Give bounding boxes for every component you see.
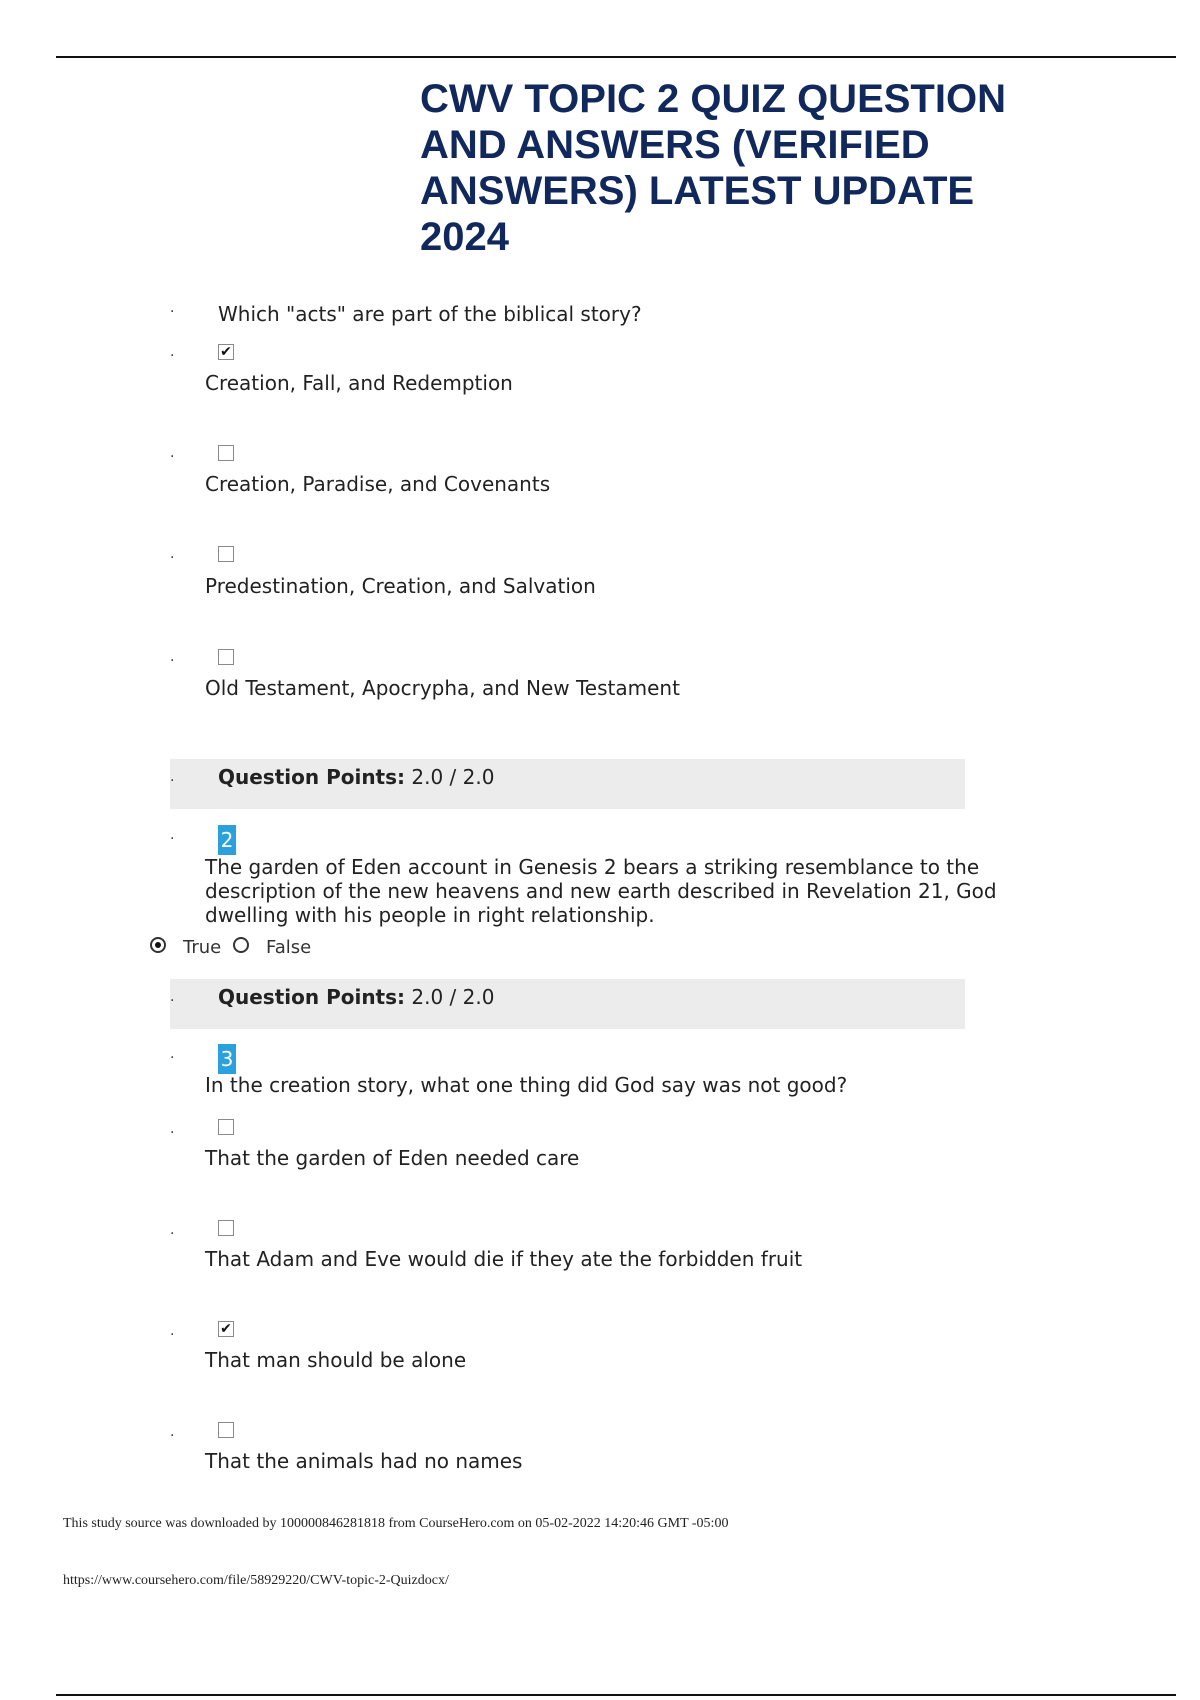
points-label: Question Points: <box>218 765 406 789</box>
question-points-bar <box>170 759 965 809</box>
option-checkbox-checked[interactable]: ✔ <box>218 1321 234 1337</box>
source-url[interactable]: https://www.coursehero.com/file/58929220/CWV-topic-2-Quizdocx/ <box>63 1573 449 1588</box>
bullet: · <box>170 1428 175 1444</box>
option-checkbox[interactable] <box>218 1220 234 1236</box>
question-3-text: In the creation story, what one thing did God say was not good? <box>205 1073 848 1097</box>
bullet: · <box>170 304 175 320</box>
option-label: Old Testament, Apocrypha, and New Testament <box>205 676 680 700</box>
option-label: That the animals had no names <box>205 1449 523 1473</box>
option-label: Predestination, Creation, and Salvation <box>205 574 596 598</box>
false-label: False <box>266 937 312 958</box>
bullet: · <box>170 993 175 1009</box>
option-checkbox[interactable] <box>218 1119 234 1135</box>
bullet: · <box>170 449 175 465</box>
question-1-text: Which "acts" are part of the biblical story? <box>218 302 642 326</box>
option-checkbox[interactable] <box>218 649 234 665</box>
bottom-rule <box>56 1694 1176 1696</box>
option-label: Creation, Paradise, and Covenants <box>205 472 551 496</box>
bullet: · <box>170 653 175 669</box>
question-2-text: The garden of Eden account in Genesis 2 bears a striking resemblance to the description of the new heavens and new earth described in Revelation 21, God dwelling with his people in right relationship. <box>205 855 997 927</box>
option-label: That man should be alone <box>205 1348 467 1372</box>
download-notice: This study source was downloaded by 100000846281818 from CourseHero.com on 05-02-2022 14:20:46 GMT -05:00 <box>63 1516 729 1531</box>
points-value: 2.0 / 2.0 <box>411 985 495 1009</box>
bullet: · <box>170 1226 175 1242</box>
true-radio[interactable] <box>150 937 166 953</box>
document-title: CWV TOPIC 2 QUIZ QUESTION AND ANSWERS (VERIFIED ANSWERS) LATEST UPDATE 2024 <box>420 77 1006 259</box>
bullet: · <box>170 1125 175 1141</box>
question-number-badge: 3 <box>218 1044 236 1074</box>
bullet: · <box>170 1050 175 1066</box>
option-checkbox[interactable] <box>218 445 234 461</box>
false-radio[interactable] <box>233 937 249 953</box>
bullet: · <box>170 550 175 566</box>
points-value: 2.0 / 2.0 <box>411 765 495 789</box>
top-rule <box>56 56 1176 58</box>
question-points-bar <box>170 979 965 1029</box>
question-number-badge: 2 <box>218 825 236 855</box>
option-checkbox-checked[interactable]: ✔ <box>218 344 234 360</box>
bullet: · <box>170 773 175 789</box>
option-label: That Adam and Eve would die if they ate the forbidden fruit <box>205 1247 803 1271</box>
bullet: · <box>170 831 175 847</box>
bullet: · <box>170 1327 175 1343</box>
bullet: · <box>170 348 175 364</box>
true-label: True <box>183 937 222 958</box>
option-label: Creation, Fall, and Redemption <box>205 371 513 395</box>
option-checkbox[interactable] <box>218 546 234 562</box>
points-label: Question Points: <box>218 985 406 1009</box>
option-checkbox[interactable] <box>218 1422 234 1438</box>
option-label: That the garden of Eden needed care <box>205 1146 580 1170</box>
